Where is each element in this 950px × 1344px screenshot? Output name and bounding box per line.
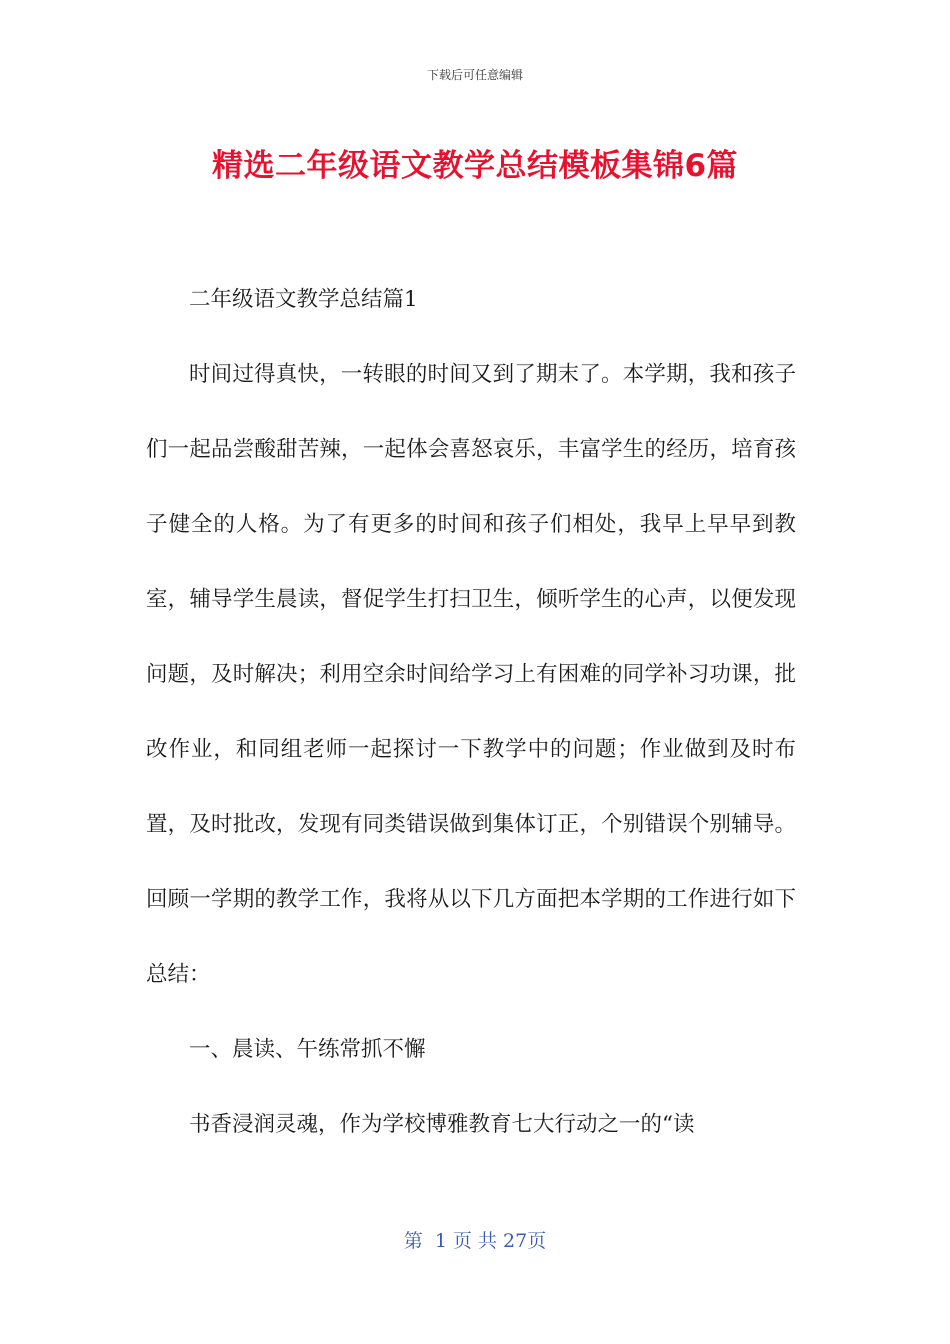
page-number: 第 1 页 共 27页 [403,1230,547,1252]
body-paragraph: 书香浸润灵魂，作为学校博雅教育七大行动之一的“读 [189,1112,695,1137]
body-paragraph: 时间过得真快，一转眼的时间又到了期末了。本学期，我和孩子们一起品尝酸甜苦辣，一起体会喜怒哀乐，丰富学生的经历，培育孩子健全的人格。为了有更多的时间和孩子们相处，我早上早早到教室，辅导学生晨读，督促学生打扫卫生，倾听学生的心声，以便发现问题，及时解决；利用空余时间给学习上有困难的同学补习功课，批改作业，和同组老师一起探讨一下教学中的问题；作业做到及时布置，及时批改，发现有同类错误做到集体订正，个别错误个别辅导。回顾一学期的教学工作，我将从以下几方面把本学期的工作进行如下总结： [146,362,796,987]
section-heading: 一、晨读、午练常抓不懈 [189,1037,426,1062]
section-heading: 二年级语文教学总结篇1 [189,287,418,312]
document-title: 精选二年级语文教学总结模板集锦6篇 [211,148,739,184]
page-header-note: 下载后可任意编辑 [426,68,523,82]
document-body [146,262,796,1162]
